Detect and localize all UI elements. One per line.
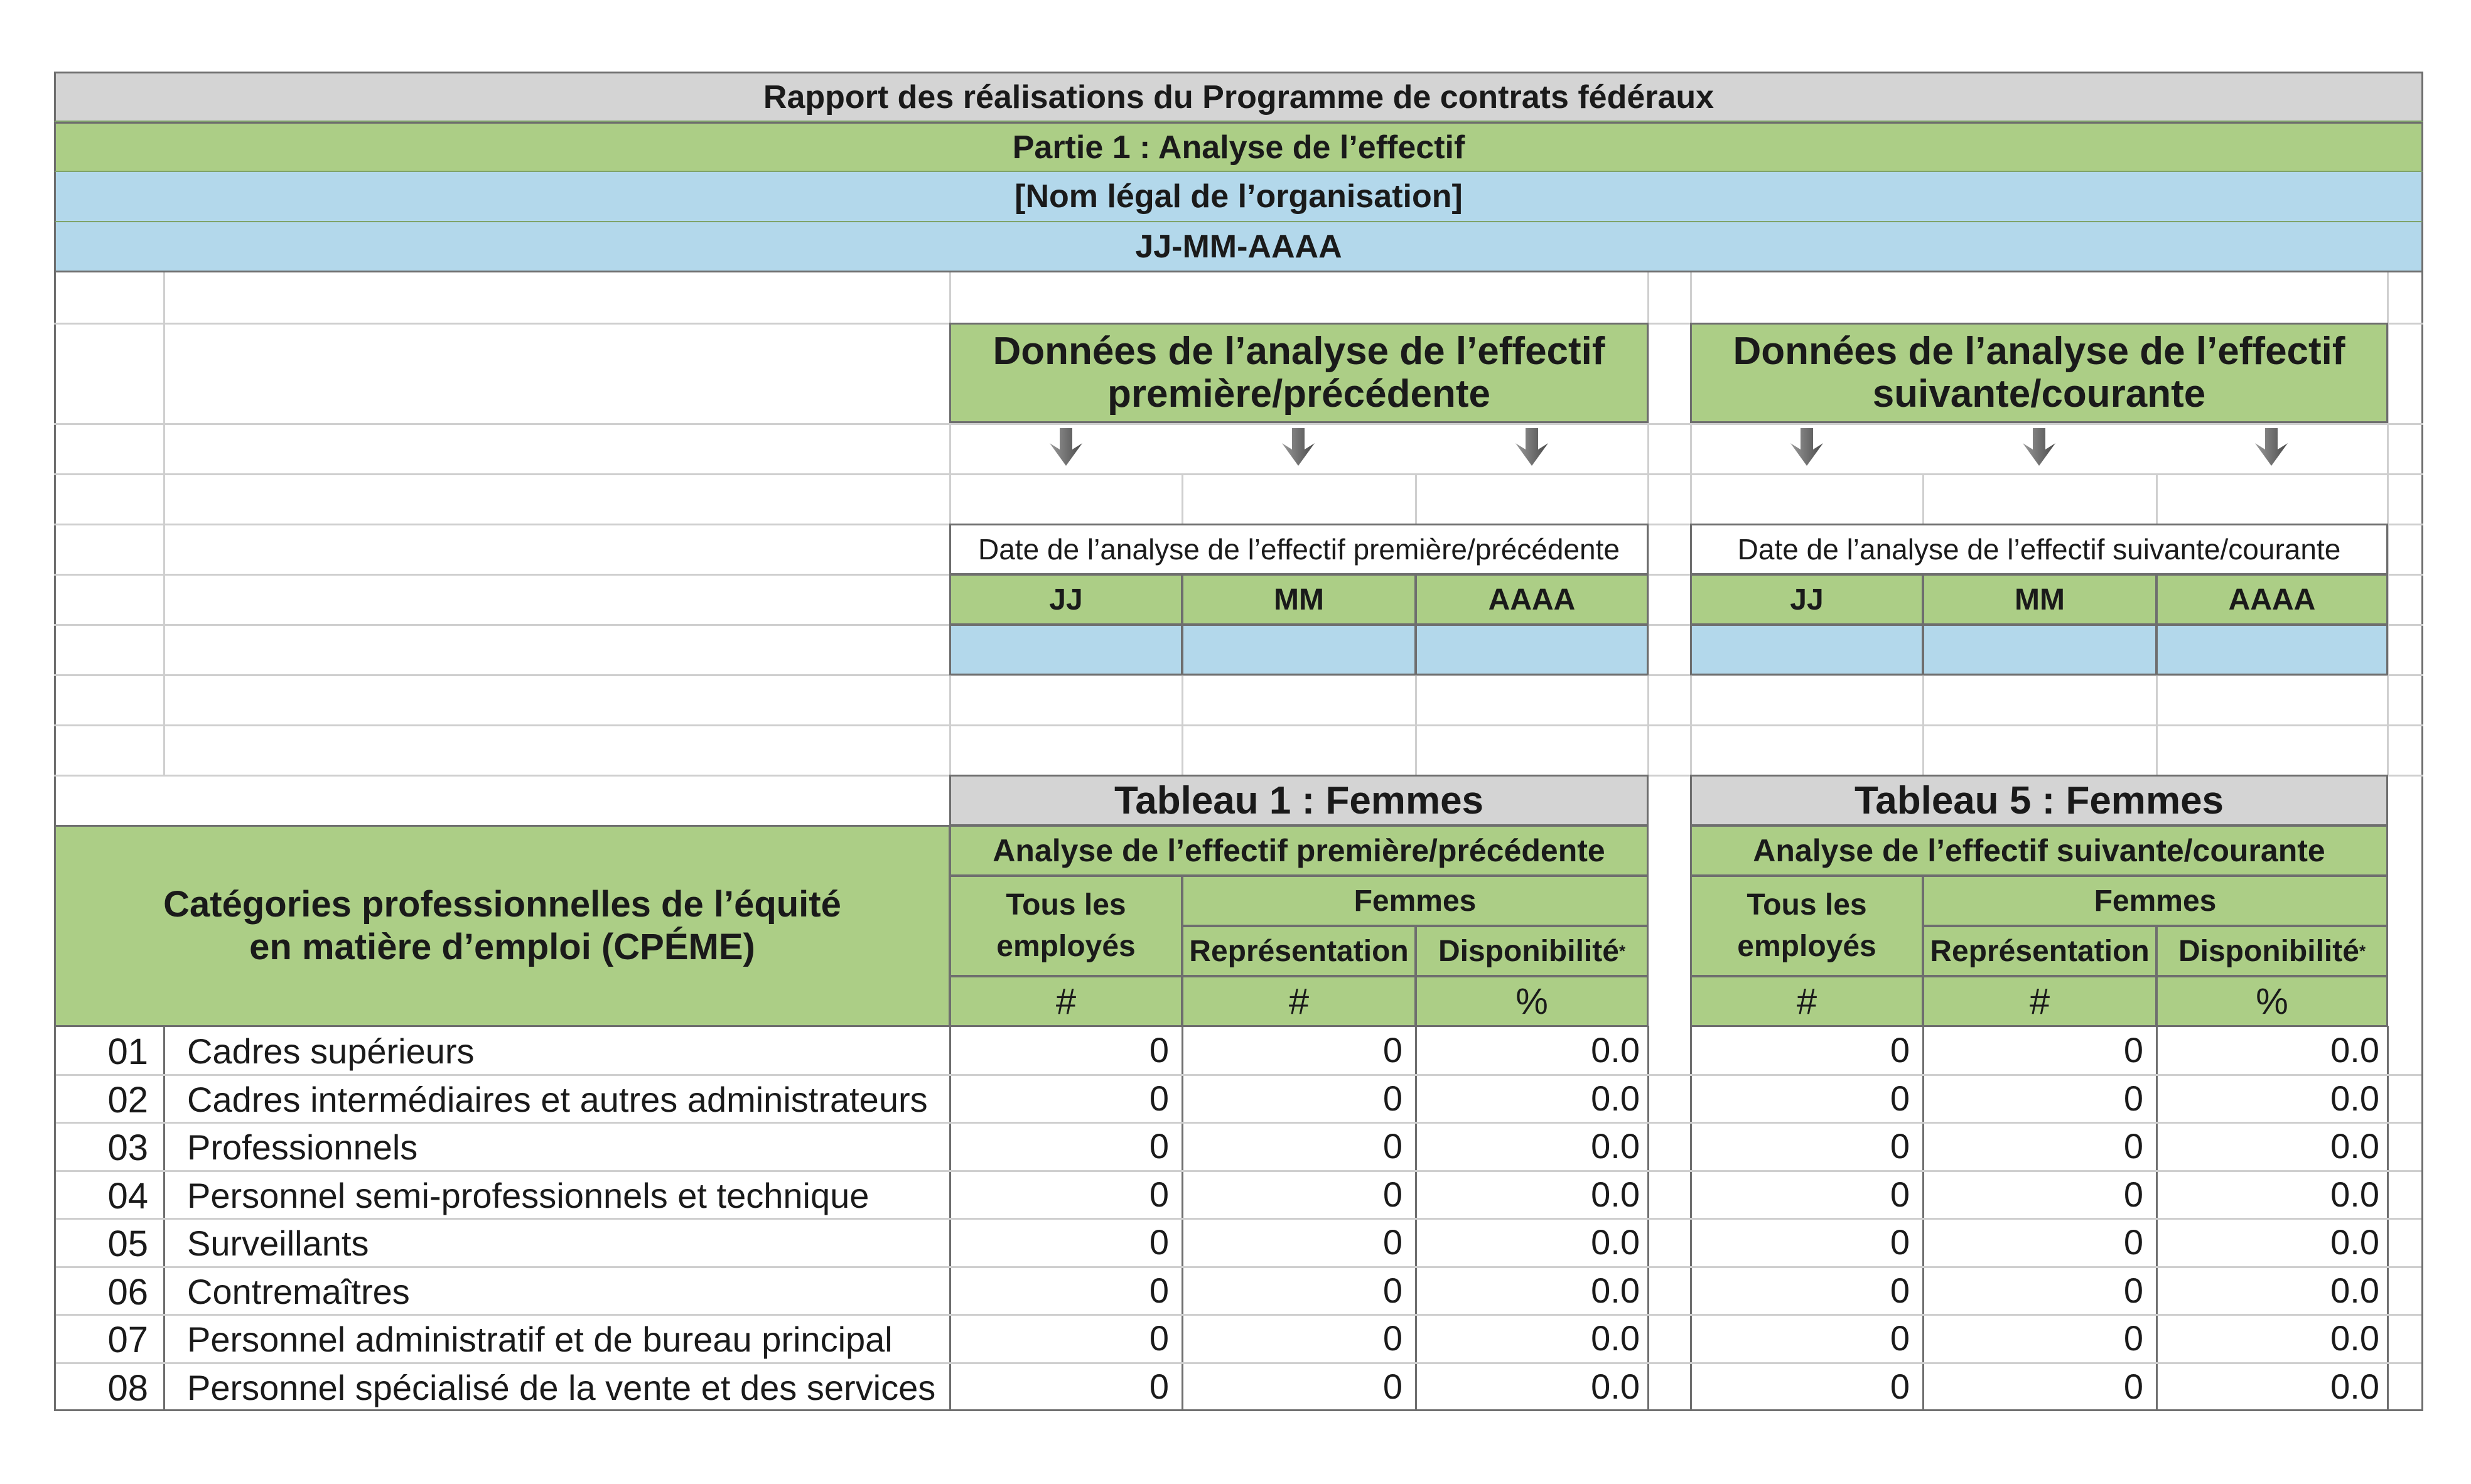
arrow-down-icon [2253, 428, 2290, 467]
right-availability-mark: * [2359, 941, 2366, 960]
row-value-cell[interactable]: 0.0 [1591, 1126, 1640, 1166]
gridline [54, 473, 2423, 475]
row-label: Professionnels [187, 1127, 418, 1167]
row-label: Surveillants [187, 1223, 369, 1263]
report-date[interactable]: JJ-MM-AAAA [54, 222, 2423, 272]
row-value-cell[interactable]: 0.0 [1591, 1270, 1640, 1310]
row-value-cell[interactable]: 0 [2123, 1174, 2143, 1214]
row-value-cell[interactable]: 0 [1149, 1222, 1169, 1262]
right-women-header: Femmes [1922, 875, 2388, 927]
row-value-cell[interactable]: 0 [1890, 1078, 1910, 1118]
right-aaaa-input[interactable] [2156, 624, 2388, 675]
gridline [163, 272, 165, 775]
row-value-cell[interactable]: 0 [1149, 1270, 1169, 1310]
row-value-cell[interactable]: 0.0 [2330, 1366, 2379, 1406]
row-code: 05 [107, 1223, 148, 1264]
row-value-cell[interactable]: 0 [1149, 1078, 1169, 1118]
left-jj-header: JJ [949, 574, 1183, 625]
right-jj-input[interactable] [1690, 624, 1924, 675]
left-representation-header: Représentation [1182, 925, 1416, 977]
arrow-down-icon [1513, 428, 1551, 467]
right-data-title [1690, 323, 2388, 423]
right-aaaa-header: AAAA [2156, 574, 2388, 625]
left-availability-header [1415, 925, 1649, 977]
row-value-cell[interactable]: 0 [1382, 1222, 1402, 1262]
right-all-hash: # [1690, 976, 1924, 1027]
left-aaaa-input[interactable] [1415, 624, 1649, 675]
left-women-header: Femmes [1182, 875, 1649, 927]
right-jj-header: JJ [1690, 574, 1924, 625]
right-all-line2: employés [1737, 930, 1876, 963]
outer-border-right [2421, 272, 2423, 1411]
row-value-cell[interactable]: 0.0 [1591, 1318, 1640, 1358]
row-value-cell[interactable]: 0 [1890, 1270, 1910, 1310]
left-data-title-line2: première/précédente [1107, 372, 1490, 416]
row-code: 07 [107, 1320, 148, 1360]
left-analysis-label: Analyse de l’effectif première/précédente [949, 825, 1649, 876]
row-separator [56, 1314, 2421, 1316]
row-separator [56, 1170, 2421, 1172]
row-label: Cadres supérieurs [187, 1031, 475, 1071]
row-label: Personnel spécialisé de la vente et des services [187, 1367, 936, 1407]
categories-title-line1: Catégories professionnelles de l’équité [163, 884, 841, 925]
row-value-cell[interactable]: 0 [1149, 1318, 1169, 1358]
right-mm-header: MM [1922, 574, 2157, 625]
row-value-cell[interactable]: 0 [1382, 1318, 1402, 1358]
right-av-percent: % [2156, 976, 2388, 1027]
left-all-hash: # [949, 976, 1183, 1027]
row-value-cell[interactable]: 0 [1890, 1222, 1910, 1262]
row-value-cell[interactable]: 0 [1382, 1174, 1402, 1214]
row-code: 06 [107, 1271, 148, 1313]
categories-title-line2: en matière d’emploi (CPÉME) [249, 927, 755, 967]
row-value-cell[interactable]: 0.0 [2330, 1078, 2379, 1118]
row-value-cell[interactable]: 0 [1382, 1030, 1402, 1070]
gridline [54, 724, 2423, 726]
row-value-cell[interactable]: 0 [1149, 1174, 1169, 1214]
row-code: 01 [107, 1031, 148, 1072]
organization-name[interactable]: [Nom légal de l’organisation] [54, 172, 2423, 222]
arrow-down-icon [2020, 428, 2058, 467]
right-data-title-line2: suivante/courante [1872, 372, 2206, 416]
row-label: Cadres intermédiaires et autres administrateurs [187, 1079, 928, 1119]
row-value-cell[interactable]: 0 [2123, 1270, 2143, 1310]
left-data-title [949, 323, 1649, 423]
row-label: Contremaîtres [187, 1271, 410, 1311]
row-code: 08 [107, 1367, 148, 1409]
row-value-cell[interactable]: 0.0 [2330, 1030, 2379, 1070]
left-all-line1: Tous les [1006, 888, 1126, 922]
row-value-cell[interactable]: 0 [1149, 1366, 1169, 1406]
arrow-down-icon [1047, 428, 1085, 467]
row-value-cell[interactable]: 0 [2123, 1078, 2143, 1118]
outer-border-bottom [54, 1409, 2423, 1411]
row-value-cell[interactable]: 0 [2123, 1126, 2143, 1166]
right-availability-label: Disponibilité [2178, 934, 2359, 968]
row-value-cell[interactable]: 0 [2123, 1366, 2143, 1406]
row-label: Personnel semi-professionnels et technique [187, 1175, 869, 1215]
right-table-title: Tableau 5 : Femmes [1690, 775, 2388, 826]
left-data-title-line1: Données de l’analyse de l’effectif [993, 330, 1605, 373]
part-title: Partie 1 : Analyse de l’effectif [54, 122, 2423, 172]
left-availability-label: Disponibilité [1438, 934, 1619, 968]
row-value-cell[interactable]: 0 [1890, 1174, 1910, 1214]
row-code: 03 [107, 1127, 148, 1168]
left-av-percent: % [1415, 976, 1649, 1027]
row-value-cell[interactable]: 0.0 [2330, 1126, 2379, 1166]
row-value-cell[interactable]: 0 [1382, 1126, 1402, 1166]
row-separator [56, 1362, 2421, 1364]
row-value-cell[interactable]: 0.0 [2330, 1222, 2379, 1262]
left-aaaa-header: AAAA [1415, 574, 1649, 625]
right-all-line1: Tous les [1747, 888, 1867, 922]
right-date-label: Date de l’analyse de l’effectif suivante/courante [1690, 524, 2388, 575]
arrow-down-icon [1788, 428, 1826, 467]
row-value-cell[interactable]: 0 [2123, 1030, 2143, 1070]
left-rep-hash: # [1182, 976, 1416, 1027]
row-separator [56, 1266, 2421, 1268]
row-value-cell[interactable]: 0.0 [1591, 1078, 1640, 1118]
arrow-down-icon [1279, 428, 1317, 467]
row-value-cell[interactable]: 0.0 [2330, 1318, 2379, 1358]
row-value-cell[interactable]: 0 [1890, 1318, 1910, 1358]
row-value-cell[interactable]: 0 [1149, 1126, 1169, 1166]
row-value-cell[interactable]: 0 [1382, 1078, 1402, 1118]
row-label: Personnel administratif et de bureau principal [187, 1320, 893, 1359]
right-mm-input[interactable] [1922, 624, 2157, 675]
left-jj-input[interactable] [949, 624, 1183, 675]
right-data-title-line1: Données de l’analyse de l’effectif [1733, 330, 2345, 373]
row-value-cell[interactable]: 0.0 [1591, 1174, 1640, 1214]
row-value-cell[interactable]: 0 [1890, 1366, 1910, 1406]
row-separator [56, 1122, 2421, 1124]
row-separator [56, 1074, 2421, 1076]
right-availability-header [2156, 925, 2388, 977]
left-all-line2: employés [996, 930, 1136, 963]
row-code: 04 [107, 1175, 148, 1217]
left-date-label: Date de l’analyse de l’effectif première/précédente [949, 524, 1649, 575]
categories-header [54, 825, 950, 1027]
row-value-cell[interactable]: 0 [1890, 1126, 1910, 1166]
gridline [54, 423, 2423, 425]
report-title: Rapport des réalisations du Programme de contrats fédéraux [54, 72, 2423, 122]
row-value-cell[interactable]: 0 [2123, 1318, 2143, 1358]
row-value-cell[interactable]: 0.0 [1591, 1366, 1640, 1406]
row-value-cell[interactable]: 0 [1382, 1366, 1402, 1406]
row-value-cell[interactable]: 0 [1382, 1270, 1402, 1310]
row-value-cell[interactable]: 0.0 [2330, 1174, 2379, 1214]
left-table-title: Tableau 1 : Femmes [949, 775, 1649, 826]
row-value-cell[interactable]: 0.0 [2330, 1270, 2379, 1310]
row-value-cell[interactable]: 0 [1890, 1030, 1910, 1070]
row-code: 02 [107, 1079, 148, 1121]
row-value-cell[interactable]: 0 [2123, 1222, 2143, 1262]
left-mm-input[interactable] [1182, 624, 1416, 675]
left-mm-header: MM [1182, 574, 1416, 625]
right-analysis-label: Analyse de l’effectif suivante/courante [1690, 825, 2388, 876]
row-value-cell[interactable]: 0.0 [1591, 1222, 1640, 1262]
right-rep-hash: # [1922, 976, 2157, 1027]
right-representation-header: Représentation [1922, 925, 2157, 977]
left-availability-mark: * [1618, 941, 1626, 960]
row-value-cell[interactable]: 0.0 [1591, 1030, 1640, 1070]
report-sheet [54, 72, 2423, 1411]
right-all-employees-header [1690, 875, 1924, 977]
row-separator [56, 1218, 2421, 1220]
left-all-employees-header [949, 875, 1183, 977]
row-value-cell[interactable]: 0 [1149, 1030, 1169, 1070]
